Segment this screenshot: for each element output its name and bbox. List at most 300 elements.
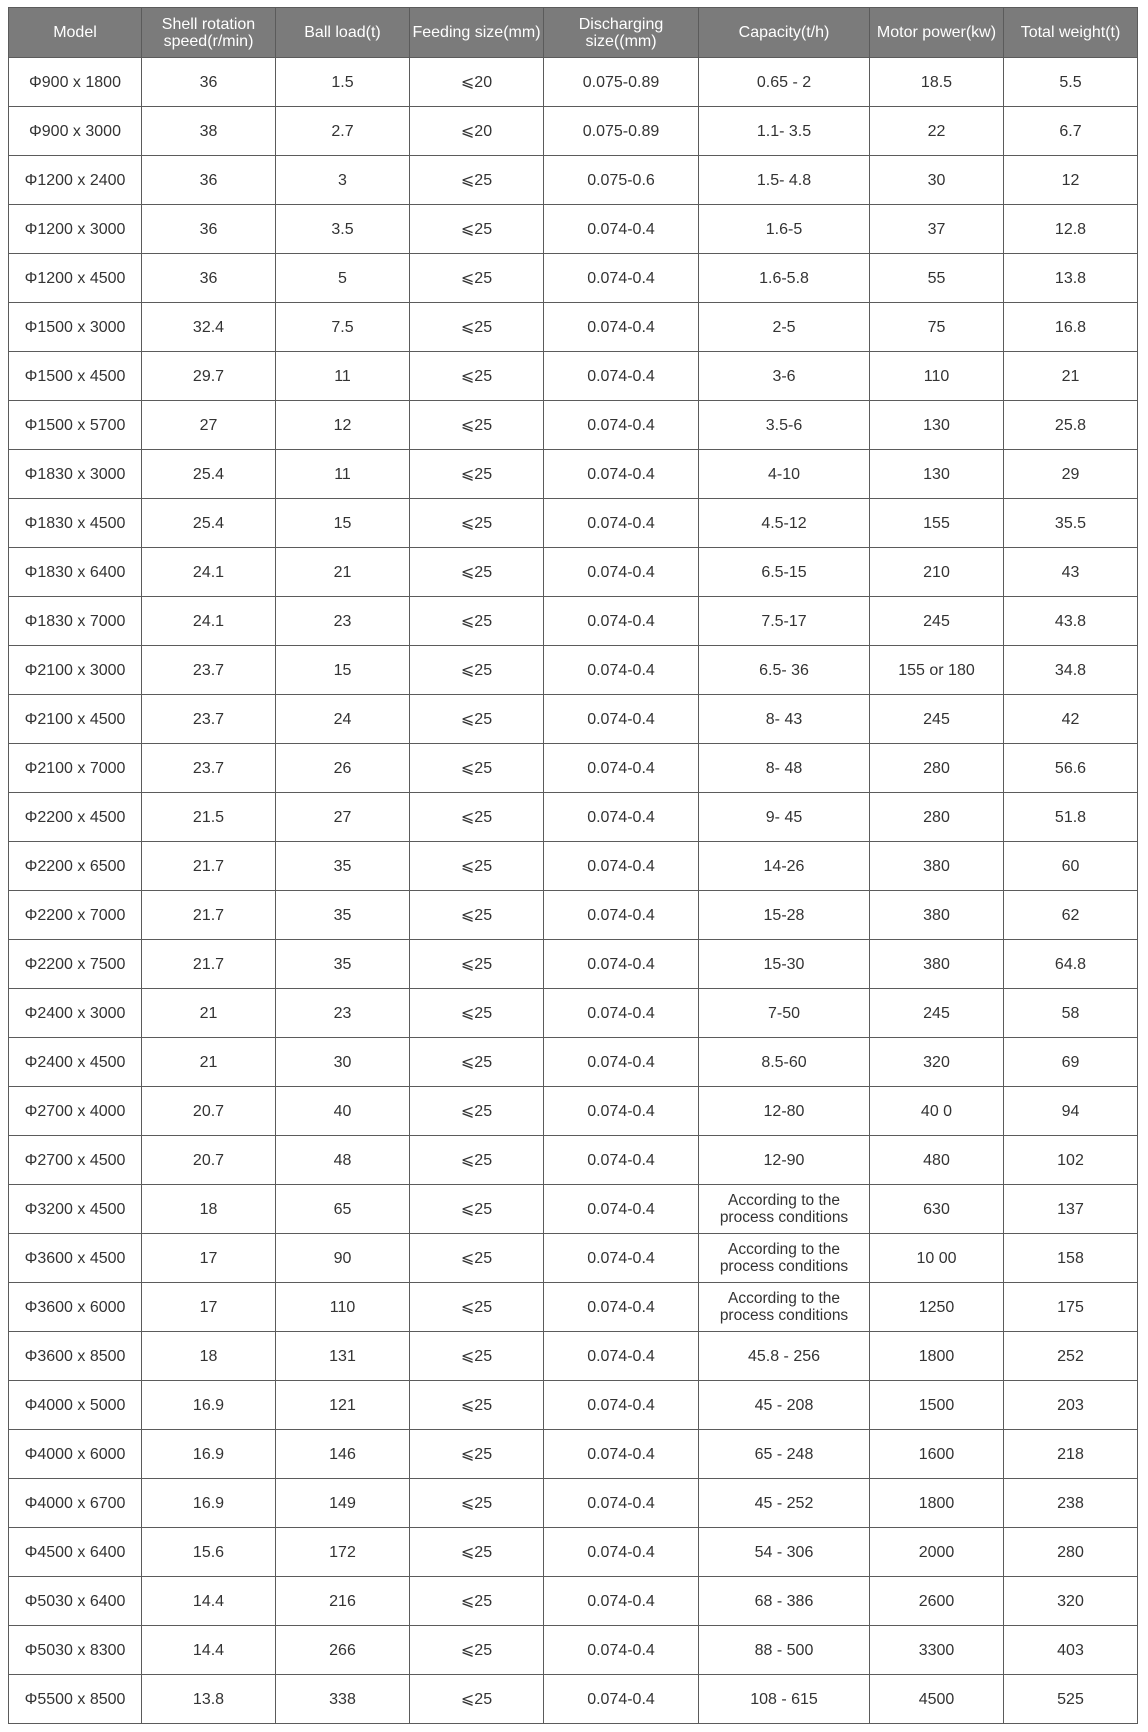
cell-feeding-size: ⩽20: [410, 58, 544, 107]
cell-capacity: 6.5-15: [699, 548, 870, 597]
cell-model: Φ4500 x 6400: [9, 1528, 142, 1577]
cell-discharging-size: 0.074-0.4: [544, 1381, 699, 1430]
cell-discharging-size: 0.074-0.4: [544, 1479, 699, 1528]
cell-feeding-size: ⩽25: [410, 597, 544, 646]
cell-motor-power: 10 00: [870, 1234, 1004, 1283]
cell-total-weight: 60: [1004, 842, 1138, 891]
cell-feeding-size: ⩽25: [410, 450, 544, 499]
cell-motor-power: 630: [870, 1185, 1004, 1234]
cell-ball-load: 1.5: [276, 58, 410, 107]
cell-motor-power: 2600: [870, 1577, 1004, 1626]
table-row: [9, 940, 1138, 989]
cell-model: Φ1200 x 4500: [9, 254, 142, 303]
cell-discharging-size: 0.074-0.4: [544, 499, 699, 548]
cell-shell-rotation-speed: 25.4: [142, 499, 276, 548]
table-row: [9, 597, 1138, 646]
cell-ball-load: 23: [276, 989, 410, 1038]
cell-motor-power: 22: [870, 107, 1004, 156]
cell-total-weight: 102: [1004, 1136, 1138, 1185]
cell-model: Φ1830 x 3000: [9, 450, 142, 499]
cell-feeding-size: ⩽25: [410, 793, 544, 842]
cell-capacity: According to the process conditions: [699, 1283, 870, 1332]
cell-ball-load: 3.5: [276, 205, 410, 254]
header-discharging-size: Discharging size((mm): [544, 8, 699, 58]
cell-feeding-size: ⩽25: [410, 1136, 544, 1185]
table-row: [9, 744, 1138, 793]
cell-motor-power: 155 or 180: [870, 646, 1004, 695]
cell-discharging-size: 0.075-0.89: [544, 107, 699, 156]
cell-shell-rotation-speed: 21.7: [142, 842, 276, 891]
cell-ball-load: 121: [276, 1381, 410, 1430]
cell-total-weight: 238: [1004, 1479, 1138, 1528]
cell-total-weight: 6.7: [1004, 107, 1138, 156]
cell-shell-rotation-speed: 36: [142, 205, 276, 254]
cell-feeding-size: ⩽25: [410, 695, 544, 744]
cell-total-weight: 43: [1004, 548, 1138, 597]
cell-model: Φ4000 x 6000: [9, 1430, 142, 1479]
cell-model: Φ900 x 1800: [9, 58, 142, 107]
cell-discharging-size: 0.074-0.4: [544, 548, 699, 597]
cell-ball-load: 35: [276, 940, 410, 989]
cell-discharging-size: 0.074-0.4: [544, 1332, 699, 1381]
cell-model: Φ3600 x 4500: [9, 1234, 142, 1283]
cell-feeding-size: ⩽25: [410, 205, 544, 254]
cell-capacity: 15-28: [699, 891, 870, 940]
cell-feeding-size: ⩽25: [410, 303, 544, 352]
cell-shell-rotation-speed: 18: [142, 1185, 276, 1234]
cell-capacity: 45 - 208: [699, 1381, 870, 1430]
cell-ball-load: 172: [276, 1528, 410, 1577]
cell-motor-power: 130: [870, 450, 1004, 499]
cell-model: Φ1500 x 5700: [9, 401, 142, 450]
cell-feeding-size: ⩽25: [410, 254, 544, 303]
cell-total-weight: 34.8: [1004, 646, 1138, 695]
cell-total-weight: 29: [1004, 450, 1138, 499]
cell-capacity: 54 - 306: [699, 1528, 870, 1577]
cell-model: Φ1200 x 2400: [9, 156, 142, 205]
cell-motor-power: 40 0: [870, 1087, 1004, 1136]
cell-motor-power: 155: [870, 499, 1004, 548]
cell-discharging-size: 0.074-0.4: [544, 695, 699, 744]
cell-feeding-size: ⩽25: [410, 1283, 544, 1332]
cell-discharging-size: 0.074-0.4: [544, 1087, 699, 1136]
cell-feeding-size: ⩽20: [410, 107, 544, 156]
cell-shell-rotation-speed: 29.7: [142, 352, 276, 401]
cell-capacity: 1.1- 3.5: [699, 107, 870, 156]
cell-total-weight: 21: [1004, 352, 1138, 401]
cell-shell-rotation-speed: 20.7: [142, 1087, 276, 1136]
cell-capacity: 4-10: [699, 450, 870, 499]
cell-ball-load: 48: [276, 1136, 410, 1185]
cell-motor-power: 380: [870, 842, 1004, 891]
table-row: [9, 1479, 1138, 1528]
cell-total-weight: 320: [1004, 1577, 1138, 1626]
cell-motor-power: 30: [870, 156, 1004, 205]
cell-ball-load: 3: [276, 156, 410, 205]
cell-shell-rotation-speed: 14.4: [142, 1626, 276, 1675]
cell-discharging-size: 0.074-0.4: [544, 1283, 699, 1332]
cell-capacity: 7.5-17: [699, 597, 870, 646]
cell-capacity: 14-26: [699, 842, 870, 891]
cell-feeding-size: ⩽25: [410, 1234, 544, 1283]
cell-shell-rotation-speed: 13.8: [142, 1675, 276, 1724]
cell-discharging-size: 0.074-0.4: [544, 940, 699, 989]
cell-capacity: 45.8 - 256: [699, 1332, 870, 1381]
cell-feeding-size: ⩽25: [410, 548, 544, 597]
cell-model: Φ2400 x 4500: [9, 1038, 142, 1087]
cell-ball-load: 35: [276, 891, 410, 940]
cell-ball-load: 149: [276, 1479, 410, 1528]
cell-motor-power: 320: [870, 1038, 1004, 1087]
cell-model: Φ1500 x 4500: [9, 352, 142, 401]
cell-shell-rotation-speed: 36: [142, 156, 276, 205]
cell-motor-power: 380: [870, 891, 1004, 940]
cell-shell-rotation-speed: 21: [142, 989, 276, 1038]
table-row: [9, 1577, 1138, 1626]
header-model: Model: [9, 8, 142, 58]
header-ball-load: Ball load(t): [276, 8, 410, 58]
cell-motor-power: 2000: [870, 1528, 1004, 1577]
cell-ball-load: 216: [276, 1577, 410, 1626]
cell-shell-rotation-speed: 24.1: [142, 597, 276, 646]
cell-shell-rotation-speed: 21.7: [142, 940, 276, 989]
cell-motor-power: 1600: [870, 1430, 1004, 1479]
table-row: [9, 1332, 1138, 1381]
cell-shell-rotation-speed: 23.7: [142, 744, 276, 793]
table-row: [9, 352, 1138, 401]
cell-feeding-size: ⩽25: [410, 499, 544, 548]
cell-capacity: 8.5-60: [699, 1038, 870, 1087]
cell-total-weight: 12.8: [1004, 205, 1138, 254]
cell-shell-rotation-speed: 36: [142, 58, 276, 107]
cell-capacity: 8- 48: [699, 744, 870, 793]
cell-capacity: 9- 45: [699, 793, 870, 842]
cell-motor-power: 18.5: [870, 58, 1004, 107]
cell-discharging-size: 0.074-0.4: [544, 450, 699, 499]
cell-shell-rotation-speed: 14.4: [142, 1577, 276, 1626]
cell-feeding-size: ⩽25: [410, 1675, 544, 1724]
cell-discharging-size: 0.074-0.4: [544, 646, 699, 695]
cell-feeding-size: ⩽25: [410, 1626, 544, 1675]
cell-feeding-size: ⩽25: [410, 1185, 544, 1234]
cell-discharging-size: 0.074-0.4: [544, 254, 699, 303]
cell-ball-load: 26: [276, 744, 410, 793]
cell-total-weight: 58: [1004, 989, 1138, 1038]
table-row: [9, 548, 1138, 597]
cell-model: Φ2700 x 4500: [9, 1136, 142, 1185]
cell-ball-load: 40: [276, 1087, 410, 1136]
table-row: [9, 1528, 1138, 1577]
cell-feeding-size: ⩽25: [410, 940, 544, 989]
cell-total-weight: 175: [1004, 1283, 1138, 1332]
table-row: [9, 695, 1138, 744]
cell-ball-load: 90: [276, 1234, 410, 1283]
cell-motor-power: 55: [870, 254, 1004, 303]
cell-ball-load: 11: [276, 352, 410, 401]
cell-discharging-size: 0.074-0.4: [544, 401, 699, 450]
header-shell-rotation-speed: Shell rotation speed(r/min): [142, 8, 276, 58]
cell-feeding-size: ⩽25: [410, 156, 544, 205]
table-row: [9, 1185, 1138, 1234]
cell-feeding-size: ⩽25: [410, 1430, 544, 1479]
cell-capacity: 12-90: [699, 1136, 870, 1185]
cell-model: Φ2100 x 3000: [9, 646, 142, 695]
cell-ball-load: 266: [276, 1626, 410, 1675]
header-motor-power: Motor power(kw): [870, 8, 1004, 58]
cell-discharging-size: 0.074-0.4: [544, 842, 699, 891]
cell-ball-load: 15: [276, 499, 410, 548]
cell-discharging-size: 0.074-0.4: [544, 597, 699, 646]
cell-feeding-size: ⩽25: [410, 646, 544, 695]
cell-motor-power: 37: [870, 205, 1004, 254]
cell-total-weight: 525: [1004, 1675, 1138, 1724]
cell-feeding-size: ⩽25: [410, 1577, 544, 1626]
cell-discharging-size: 0.074-0.4: [544, 1136, 699, 1185]
cell-total-weight: 218: [1004, 1430, 1138, 1479]
cell-ball-load: 131: [276, 1332, 410, 1381]
cell-feeding-size: ⩽25: [410, 352, 544, 401]
cell-ball-load: 2.7: [276, 107, 410, 156]
cell-discharging-size: 0.075-0.6: [544, 156, 699, 205]
cell-capacity: 68 - 386: [699, 1577, 870, 1626]
cell-shell-rotation-speed: 16.9: [142, 1430, 276, 1479]
cell-ball-load: 7.5: [276, 303, 410, 352]
cell-feeding-size: ⩽25: [410, 401, 544, 450]
cell-model: Φ4000 x 5000: [9, 1381, 142, 1430]
cell-model: Φ5500 x 8500: [9, 1675, 142, 1724]
cell-feeding-size: ⩽25: [410, 1381, 544, 1430]
table-row: [9, 107, 1138, 156]
table-row: [9, 401, 1138, 450]
cell-capacity: According to the process conditions: [699, 1234, 870, 1283]
spec-table: [8, 7, 1138, 1724]
cell-shell-rotation-speed: 17: [142, 1283, 276, 1332]
cell-model: Φ900 x 3000: [9, 107, 142, 156]
cell-ball-load: 65: [276, 1185, 410, 1234]
cell-capacity: 65 - 248: [699, 1430, 870, 1479]
cell-ball-load: 30: [276, 1038, 410, 1087]
table-row: [9, 499, 1138, 548]
cell-capacity: 1.5- 4.8: [699, 156, 870, 205]
table-row: [9, 1626, 1138, 1675]
cell-motor-power: 245: [870, 695, 1004, 744]
cell-model: Φ2700 x 4000: [9, 1087, 142, 1136]
cell-shell-rotation-speed: 16.9: [142, 1381, 276, 1430]
cell-model: Φ5030 x 6400: [9, 1577, 142, 1626]
table-row: [9, 254, 1138, 303]
cell-model: Φ2200 x 7000: [9, 891, 142, 940]
cell-ball-load: 23: [276, 597, 410, 646]
cell-total-weight: 35.5: [1004, 499, 1138, 548]
table-row: [9, 891, 1138, 940]
table-row: [9, 1038, 1138, 1087]
cell-shell-rotation-speed: 21.5: [142, 793, 276, 842]
cell-motor-power: 3300: [870, 1626, 1004, 1675]
header-feeding-size: Feeding size(mm): [410, 8, 544, 58]
cell-model: Φ2200 x 6500: [9, 842, 142, 891]
cell-total-weight: 5.5: [1004, 58, 1138, 107]
table-row: [9, 793, 1138, 842]
cell-motor-power: 1800: [870, 1332, 1004, 1381]
cell-discharging-size: 0.074-0.4: [544, 205, 699, 254]
cell-model: Φ2200 x 7500: [9, 940, 142, 989]
cell-motor-power: 4500: [870, 1675, 1004, 1724]
cell-motor-power: 1800: [870, 1479, 1004, 1528]
cell-model: Φ3600 x 6000: [9, 1283, 142, 1332]
table-row: [9, 989, 1138, 1038]
cell-capacity: 4.5-12: [699, 499, 870, 548]
cell-shell-rotation-speed: 17: [142, 1234, 276, 1283]
cell-feeding-size: ⩽25: [410, 989, 544, 1038]
cell-capacity: 88 - 500: [699, 1626, 870, 1675]
cell-motor-power: 245: [870, 597, 1004, 646]
cell-ball-load: 21: [276, 548, 410, 597]
cell-ball-load: 35: [276, 842, 410, 891]
cell-total-weight: 69: [1004, 1038, 1138, 1087]
cell-shell-rotation-speed: 27: [142, 401, 276, 450]
cell-feeding-size: ⩽25: [410, 1479, 544, 1528]
table-row: [9, 842, 1138, 891]
cell-discharging-size: 0.074-0.4: [544, 303, 699, 352]
header-capacity: Capacity(t/h): [699, 8, 870, 58]
cell-capacity: 1.6-5: [699, 205, 870, 254]
cell-model: Φ4000 x 6700: [9, 1479, 142, 1528]
cell-shell-rotation-speed: 36: [142, 254, 276, 303]
cell-model: Φ1500 x 3000: [9, 303, 142, 352]
table-row: [9, 1675, 1138, 1724]
cell-model: Φ2100 x 4500: [9, 695, 142, 744]
cell-ball-load: 338: [276, 1675, 410, 1724]
cell-model: Φ2400 x 3000: [9, 989, 142, 1038]
cell-discharging-size: 0.074-0.4: [544, 1528, 699, 1577]
cell-capacity: According to the process conditions: [699, 1185, 870, 1234]
table-row: [9, 1381, 1138, 1430]
cell-shell-rotation-speed: 21.7: [142, 891, 276, 940]
cell-shell-rotation-speed: 38: [142, 107, 276, 156]
cell-discharging-size: 0.074-0.4: [544, 1234, 699, 1283]
cell-capacity: 0.65 - 2: [699, 58, 870, 107]
cell-shell-rotation-speed: 20.7: [142, 1136, 276, 1185]
table-row: [9, 1087, 1138, 1136]
cell-discharging-size: 0.074-0.4: [544, 1577, 699, 1626]
cell-total-weight: 43.8: [1004, 597, 1138, 646]
table-row: [9, 58, 1138, 107]
cell-total-weight: 42: [1004, 695, 1138, 744]
cell-shell-rotation-speed: 23.7: [142, 695, 276, 744]
cell-discharging-size: 0.074-0.4: [544, 744, 699, 793]
cell-total-weight: 16.8: [1004, 303, 1138, 352]
cell-total-weight: 403: [1004, 1626, 1138, 1675]
cell-model: Φ1200 x 3000: [9, 205, 142, 254]
table-row: [9, 156, 1138, 205]
cell-total-weight: 64.8: [1004, 940, 1138, 989]
cell-model: Φ3200 x 4500: [9, 1185, 142, 1234]
cell-total-weight: 51.8: [1004, 793, 1138, 842]
cell-motor-power: 280: [870, 744, 1004, 793]
cell-total-weight: 94: [1004, 1087, 1138, 1136]
cell-model: Φ2200 x 4500: [9, 793, 142, 842]
cell-capacity: 15-30: [699, 940, 870, 989]
cell-capacity: 1.6-5.8: [699, 254, 870, 303]
cell-ball-load: 12: [276, 401, 410, 450]
cell-feeding-size: ⩽25: [410, 1528, 544, 1577]
cell-shell-rotation-speed: 15.6: [142, 1528, 276, 1577]
cell-ball-load: 24: [276, 695, 410, 744]
cell-discharging-size: 0.074-0.4: [544, 989, 699, 1038]
cell-capacity: 8- 43: [699, 695, 870, 744]
cell-total-weight: 56.6: [1004, 744, 1138, 793]
cell-total-weight: 12: [1004, 156, 1138, 205]
cell-capacity: 108 - 615: [699, 1675, 870, 1724]
cell-discharging-size: 0.074-0.4: [544, 1038, 699, 1087]
cell-shell-rotation-speed: 16.9: [142, 1479, 276, 1528]
cell-motor-power: 480: [870, 1136, 1004, 1185]
cell-model: Φ1830 x 6400: [9, 548, 142, 597]
header-row: [9, 8, 1138, 58]
cell-feeding-size: ⩽25: [410, 1087, 544, 1136]
cell-motor-power: 1500: [870, 1381, 1004, 1430]
cell-total-weight: 25.8: [1004, 401, 1138, 450]
cell-capacity: 6.5- 36: [699, 646, 870, 695]
cell-motor-power: 245: [870, 989, 1004, 1038]
table-row: [9, 303, 1138, 352]
cell-total-weight: 13.8: [1004, 254, 1138, 303]
cell-total-weight: 158: [1004, 1234, 1138, 1283]
cell-motor-power: 130: [870, 401, 1004, 450]
cell-feeding-size: ⩽25: [410, 891, 544, 940]
cell-discharging-size: 0.074-0.4: [544, 1626, 699, 1675]
cell-feeding-size: ⩽25: [410, 842, 544, 891]
table-row: [9, 1283, 1138, 1332]
cell-motor-power: 280: [870, 793, 1004, 842]
cell-discharging-size: 0.074-0.4: [544, 352, 699, 401]
cell-capacity: 3.5-6: [699, 401, 870, 450]
table-row: [9, 205, 1138, 254]
cell-discharging-size: 0.074-0.4: [544, 1185, 699, 1234]
cell-shell-rotation-speed: 25.4: [142, 450, 276, 499]
cell-capacity: 3-6: [699, 352, 870, 401]
cell-total-weight: 252: [1004, 1332, 1138, 1381]
cell-motor-power: 75: [870, 303, 1004, 352]
cell-shell-rotation-speed: 23.7: [142, 646, 276, 695]
cell-motor-power: 1250: [870, 1283, 1004, 1332]
cell-model: Φ1830 x 4500: [9, 499, 142, 548]
cell-ball-load: 146: [276, 1430, 410, 1479]
cell-shell-rotation-speed: 32.4: [142, 303, 276, 352]
cell-total-weight: 62: [1004, 891, 1138, 940]
cell-motor-power: 110: [870, 352, 1004, 401]
cell-ball-load: 15: [276, 646, 410, 695]
cell-shell-rotation-speed: 21: [142, 1038, 276, 1087]
cell-ball-load: 11: [276, 450, 410, 499]
table-row: [9, 1430, 1138, 1479]
cell-capacity: 2-5: [699, 303, 870, 352]
cell-discharging-size: 0.074-0.4: [544, 891, 699, 940]
table-row: [9, 1234, 1138, 1283]
cell-capacity: 45 - 252: [699, 1479, 870, 1528]
cell-total-weight: 280: [1004, 1528, 1138, 1577]
table-header: [9, 8, 1138, 58]
cell-model: Φ1830 x 7000: [9, 597, 142, 646]
table-row: [9, 1136, 1138, 1185]
cell-motor-power: 380: [870, 940, 1004, 989]
cell-model: Φ2100 x 7000: [9, 744, 142, 793]
cell-discharging-size: 0.074-0.4: [544, 1675, 699, 1724]
table-row: [9, 450, 1138, 499]
cell-total-weight: 203: [1004, 1381, 1138, 1430]
cell-model: Φ5030 x 8300: [9, 1626, 142, 1675]
cell-discharging-size: 0.075-0.89: [544, 58, 699, 107]
